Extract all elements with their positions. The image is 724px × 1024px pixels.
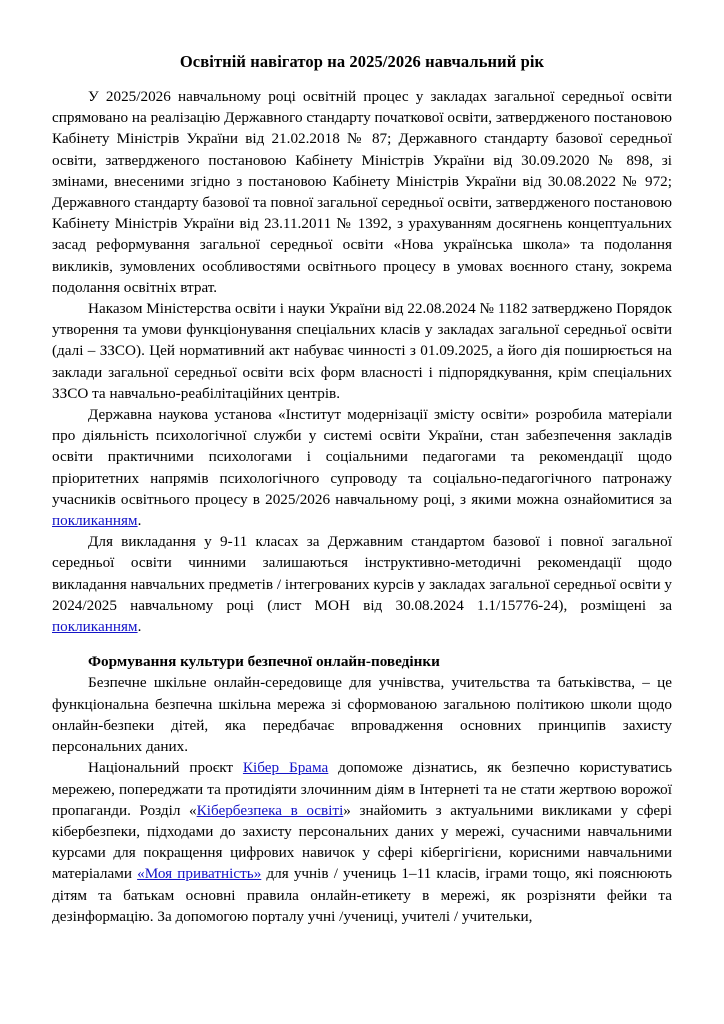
- body-paragraph: [52, 86, 672, 298]
- document-body: [52, 86, 672, 927]
- inline-link[interactable]: «Моя приватність»: [137, 865, 262, 883]
- text-run: Національний проєкт: [88, 759, 243, 777]
- text-run: .: [137, 618, 142, 636]
- text-run: » знайомить з актуальними викликами у сфері кібербезпеки, підходами до захисту персональних даних у мережі, сучасними навчальними курсами для покращення цифрових навичок у сфері кібергігієни, корисними навчальними матеріалами: [52, 801, 672, 883]
- text-run: .: [137, 512, 142, 530]
- body-paragraph: [52, 672, 672, 757]
- text-run: Формування культури безпечної онлайн-поведінки: [88, 653, 440, 671]
- text-run: Наказом Міністерства освіти і науки України від 22.08.2024 № 1182 затверджено Порядок утворення та умови функціонування спеціальних класів у закладах загальної середньої освіти (далі – ЗЗСО). Цей нормативний акт набуває чинності з 01.09.2025, а його дія поширюється на заклади загальної середньої освіти всіх форм власності і підпорядкування, крім спеціальних ЗЗСО та навчально-реабілітаційних центрів.: [52, 300, 672, 402]
- body-paragraph: [52, 298, 672, 404]
- text-run: для учнів / учениць 1–11 класів, іграми тощо, які пояснюють дітям та батькам основні правила онлайн-етикету в мережі, як розрізняти фейки та дезінформацію. За допомогою порталу учні /учениці, учителі / учительки,: [52, 865, 673, 925]
- text-run: Державна наукова установа «Інститут модернізації змісту освіти» розробила матеріали про діяльність психологічної служби у системі освіти України, стан забезпечення закладів освіти практичними психологами і соціальними педагогами та рекомендації щодо пріоритетних напрямів психологічного супроводу та соціально-педагогічного патронажу учасників освітнього процесу в 2025/2026 навчальному році, з якими можна ознайомитися за: [52, 406, 672, 508]
- body-paragraph: [52, 531, 672, 637]
- text-run: допоможе дізнатись, як безпечно користуватись мережею, попереджати та протидіяти злочинним діям в Інтернеті та не стати жертвою ворожої пропаганди. Розділ «: [52, 759, 673, 819]
- section-heading: [52, 651, 672, 672]
- inline-link[interactable]: Кібер Брама: [242, 759, 329, 777]
- inline-link[interactable]: покликанням: [52, 618, 138, 636]
- text-run: У 2025/2026 навчальному році освітній процес у закладах загальної середньої освіти спрямовано на реалізацію Державного стандарту початкової освіти, затвердженого постановою Кабінету Міністрів України від 21.02.2018 № 87; Державного стандарту базової середньої освіти, затвердженого постановою Кабінету Міністрів України від 30.09.2020 № 898, зі змінами, внесеними згідно з постановою Кабінету Міністрів України від 30.08.2022 № 972; Державного стандарту базової та повної загальної середньої освіти, затвердженого постановою Кабінету Міністрів України від 23.11.2011 № 1392, з урахуванням досягнень концептуальних засад реформування загальної середньої освіти «Нова українська школа» та подолання викликів, зумовлених особливостями освітнього процесу в умовах воєнного стану, зокрема подолання освітніх втрат.: [52, 88, 672, 296]
- inline-link[interactable]: Кібербезпека в освіті: [196, 801, 344, 819]
- inline-link[interactable]: покликанням: [52, 512, 138, 530]
- page-title: Освітній навігатор на 2025/2026 навчальний рік: [179, 52, 545, 71]
- text-run: Безпечне шкільне онлайн-середовище для учнівства, учительства та батьківства, – це функціональна безпечна шкільна мережа зі сформованою загальною політикою школи щодо онлайн-безпеки дітей, яка передбачає впровадження основних принципів захисту персональних даних.: [52, 674, 672, 756]
- body-paragraph: [52, 404, 672, 531]
- text-run: Для викладання у 9-11 класах за Державним стандартом базової і повної загальної середньої освіти чинними залишаються інструктивно-методичні рекомендації щодо викладання навчальних предметів / інтегрованих курсів у закладах загальної середньої освіти у 2024/2025 навчальному році (лист МОН від 30.08.2024 1.1/15776-24), розміщені за: [52, 533, 672, 614]
- body-paragraph: [52, 757, 672, 927]
